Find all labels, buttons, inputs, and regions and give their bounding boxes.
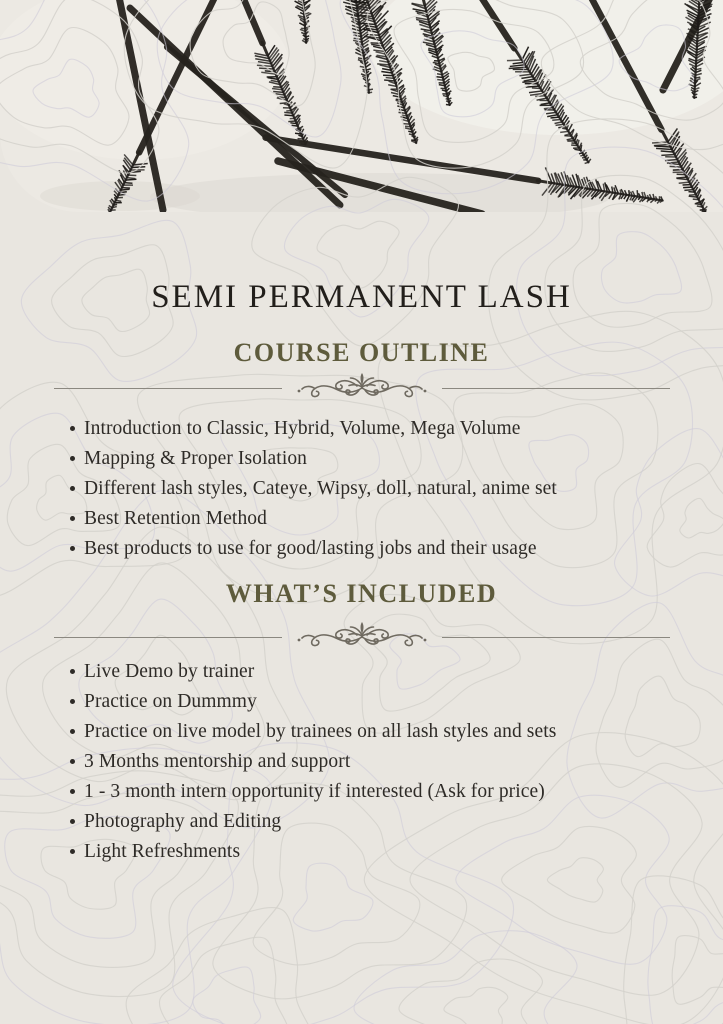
divider-line bbox=[442, 388, 670, 389]
divider-flourish-icon bbox=[292, 372, 432, 404]
list-item: Practice on Dummmy bbox=[84, 687, 723, 717]
page-title: SEMI PERMANENT LASH bbox=[151, 279, 572, 315]
list-item: Best Retention Method bbox=[84, 504, 723, 534]
list-item: Best products to use for good/lasting jobs and their usage bbox=[84, 534, 723, 564]
divider-line bbox=[442, 637, 670, 638]
divider-line bbox=[54, 388, 282, 389]
list-item: Photography and Editing bbox=[84, 807, 723, 837]
whats-included-list bbox=[0, 657, 723, 867]
list-item: 1 - 3 month intern opportunity if interested (Ask for price) bbox=[84, 777, 723, 807]
list-item: Practice on live model by trainees on all lash styles and sets bbox=[84, 717, 723, 747]
divider-flourish-icon bbox=[292, 621, 432, 653]
course-outline-list bbox=[0, 414, 723, 564]
list-item: Live Demo by trainer bbox=[84, 657, 723, 687]
section-heading-course-outline: COURSE OUTLINE bbox=[233, 338, 490, 367]
ornamental-divider bbox=[54, 372, 670, 404]
list-item: Light Refreshments bbox=[84, 837, 723, 867]
section-heading-whats-included: WHAT’S INCLUDED bbox=[225, 579, 498, 608]
divider-line bbox=[54, 637, 282, 638]
list-item: 3 Months mentorship and support bbox=[84, 747, 723, 777]
list-item: Mapping & Proper Isolation bbox=[84, 444, 723, 474]
list-item: Different lash styles, Cateye, Wipsy, doll, natural, anime set bbox=[84, 474, 723, 504]
list-item: Introduction to Classic, Hybrid, Volume, Mega Volume bbox=[84, 414, 723, 444]
ornamental-divider bbox=[54, 621, 670, 653]
